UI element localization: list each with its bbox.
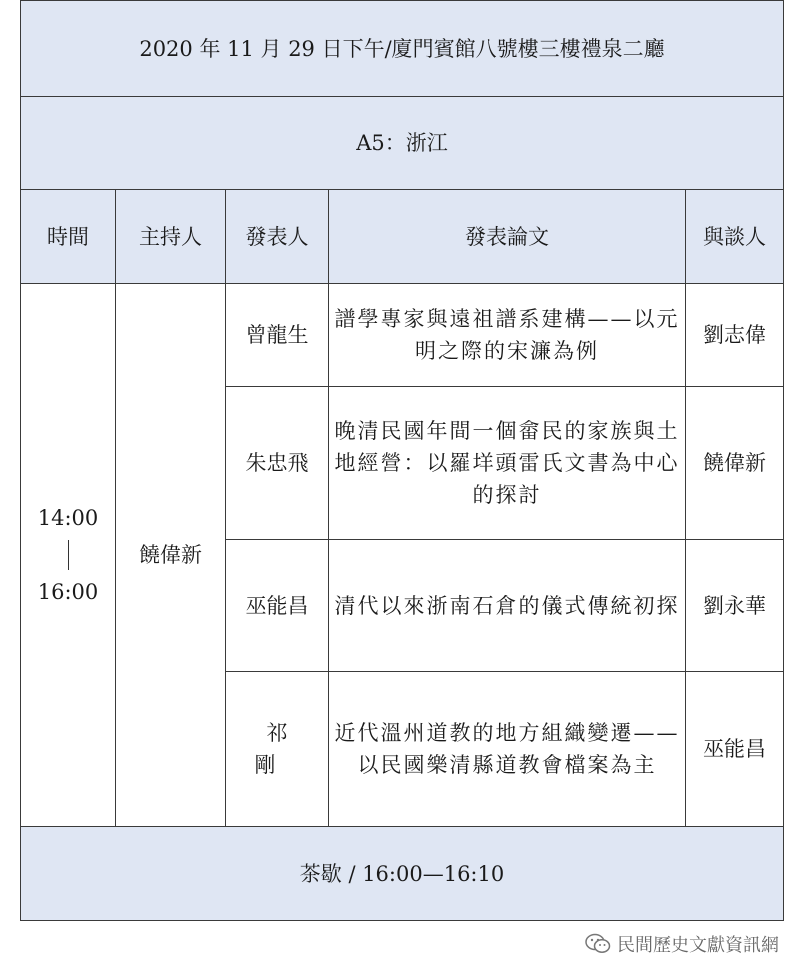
presenter-name: 祁剛 <box>254 721 312 777</box>
break-cell: 茶歇 / 16:00—16:10 <box>21 827 784 921</box>
presenter-cell: 朱忠飛 <box>226 387 329 540</box>
schedule-table <box>20 0 784 921</box>
paper-cell: 清代以來浙南石倉的儀式傳統初探 <box>329 540 686 672</box>
footer-row <box>21 827 784 921</box>
watermark <box>585 931 779 957</box>
discussant-cell: 劉志偉 <box>686 284 784 387</box>
column-header-row <box>21 190 784 284</box>
discussant-cell: 巫能昌 <box>686 672 784 827</box>
paper-cell: 譜學專家與遠祖譜系建構——以元明之際的宋濂為例 <box>329 284 686 387</box>
session-row <box>21 97 784 190</box>
paper-cell: 晚清民國年間一個畲民的家族與土地經營：以羅垟頭雷氏文書為中心的探討 <box>329 387 686 540</box>
header-row <box>21 1 784 97</box>
presenter-cell: 曾龍生 <box>226 284 329 387</box>
column-header-paper: 發表論文 <box>329 190 686 284</box>
table-row <box>21 284 784 387</box>
discussant-cell: 饒偉新 <box>686 387 784 540</box>
paper-cell: 近代溫州道教的地方組織變遷——以民國樂清縣道教會檔案為主 <box>329 672 686 827</box>
time-start: 14:00 <box>37 506 99 530</box>
column-header-presenter: 發表人 <box>226 190 329 284</box>
discussant-cell: 劉永華 <box>686 540 784 672</box>
column-header-chair: 主持人 <box>116 190 226 284</box>
presenter-cell: 巫能昌 <box>226 540 329 672</box>
watermark-text: 民間歷史文獻資訊網 <box>617 935 779 956</box>
header-title: 2020 年 11 月 29 日下午/廈門賓館八號樓三樓禮泉二廳 <box>21 1 784 97</box>
column-header-time: 時間 <box>21 190 116 284</box>
time-separator <box>68 540 69 570</box>
session-title: A5：浙江 <box>21 97 784 190</box>
presenter-cell <box>226 672 329 827</box>
column-header-discussant: 與談人 <box>686 190 784 284</box>
time-end: 16:00 <box>37 580 99 604</box>
wechat-icon <box>585 933 611 955</box>
time-cell <box>21 284 116 827</box>
chair-cell: 饒偉新 <box>116 284 226 827</box>
